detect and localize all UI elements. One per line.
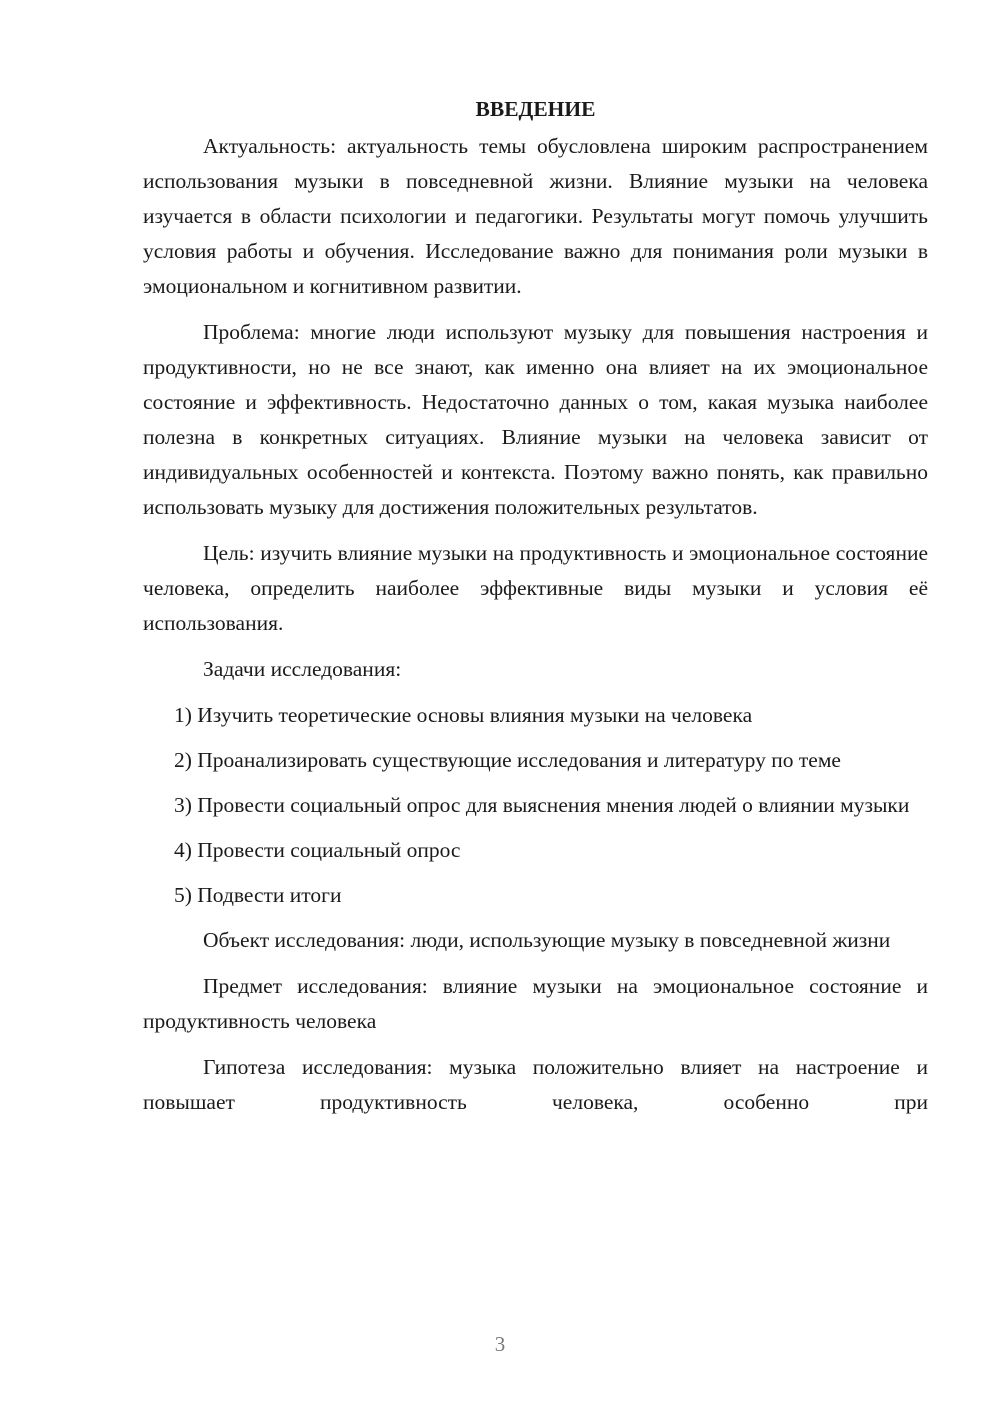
relevance-paragraph: Актуальность: актуальность темы обусловлена широким распространением использования музыки в повседневной жизни. Влияние музыки на человека изучается в области психологии и педагогики. Результаты могут помочь улучшить условия работы и обучения. Исследование важно для понимания роли музыки в эмоциональном и когнитивном развитии. bbox=[143, 134, 928, 298]
problem-paragraph: Проблема: многие люди используют музыку для повышения настроения и продуктивности, но не все знают, как именно она влияет на их эмоциональное состояние и эффективность. Недостаточно данных о том, какая музыка наиболее полезна в конкретных ситуациях. Влияние музыки на человека зависит от индивидуальных особенностей и контекста. Поэтому важно понять, как правильно использовать музыку для достижения положительных результатов. bbox=[143, 320, 928, 519]
goal-paragraph: Цель: изучить влияние музыки на продуктивность и эмоциональное состояние человека, определить наиболее эффективные виды музыки и условия её использования. bbox=[143, 541, 928, 635]
task-item: 5) Подвести итоги bbox=[174, 883, 342, 907]
task-item: 3) Провести социальный опрос для выяснения мнения людей о влиянии музыки bbox=[174, 793, 910, 817]
task-item: 4) Провести социальный опрос bbox=[174, 838, 461, 862]
task-item: 1) Изучить теоретические основы влияния музыки на человека bbox=[174, 703, 753, 727]
document-page bbox=[143, 92, 928, 1131]
subject-paragraph: Предмет исследования: влияние музыки на эмоциональное состояние и продуктивность человека bbox=[143, 974, 928, 1033]
task-item: 2) Проанализировать существующие исследования и литературу по теме bbox=[174, 748, 841, 772]
hypothesis-paragraph: Гипотеза исследования: музыка положительно влияет на настроение и повышает продуктивность человека, особенно при bbox=[143, 1055, 928, 1114]
section-heading: ВВЕДЕНИЕ bbox=[475, 97, 596, 121]
page-number: 3 bbox=[494, 1332, 506, 1356]
object-paragraph: Объект исследования: люди, использующие музыку в повседневной жизни bbox=[203, 928, 891, 952]
tasks-title: Задачи исследования: bbox=[203, 657, 402, 681]
